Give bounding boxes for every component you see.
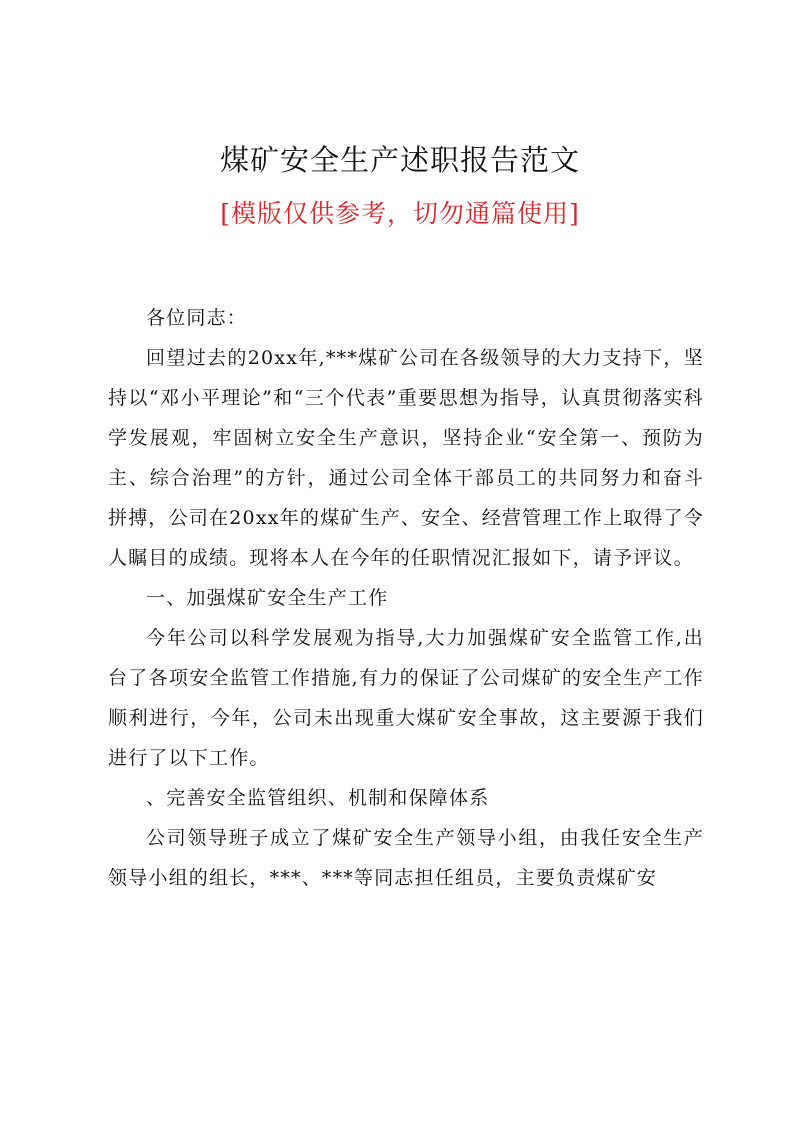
document-body — [108, 298, 704, 898]
intro-paragraph: 回望过去的20xx年,***煤矿公司在各级领导的大力支持下，坚持以“邓小平理论”和“三个代表”重要思想为指导，认真贯彻落实科学发展观，牢固树立安全生产意识，坚持企业“安全第一、预防为主、综合治理”的方针，通过公司全体干部员工的共同努力和奋斗拼搏，公司在20xx年的煤矿生产、安全、经营管理工作上取得了令人瞩目的成绩。现将本人在今年的任职情况汇报如下，请予评议。 — [108, 347, 704, 569]
document-title: 煤矿安全生产述职报告范文 — [219, 143, 580, 177]
subsection-heading: 、完善安全监管组织、机制和保障体系 — [146, 787, 490, 809]
subsection-paragraph: 公司领导班子成立了煤矿安全生产领导小组，由我任安全生产领导小组的组长，***、***等同志担任组员，主要负责煤矿安 — [108, 827, 704, 889]
section-paragraph: 今年公司以科学发展观为指导,大力加强煤矿安全监管工作,出台了各项安全监管工作措施,有力的保证了公司煤矿的安全生产工作顺利进行，今年，公司未出现重大煤矿安全事故，这主要源于我们进行了以下工作。 — [108, 627, 704, 769]
salutation-paragraph: 各位同志： — [146, 307, 248, 329]
section-heading: 一、加强煤矿安全生产工作 — [146, 587, 389, 609]
document-subtitle: [模版仅供参考，切勿通篇使用] — [220, 199, 580, 228]
